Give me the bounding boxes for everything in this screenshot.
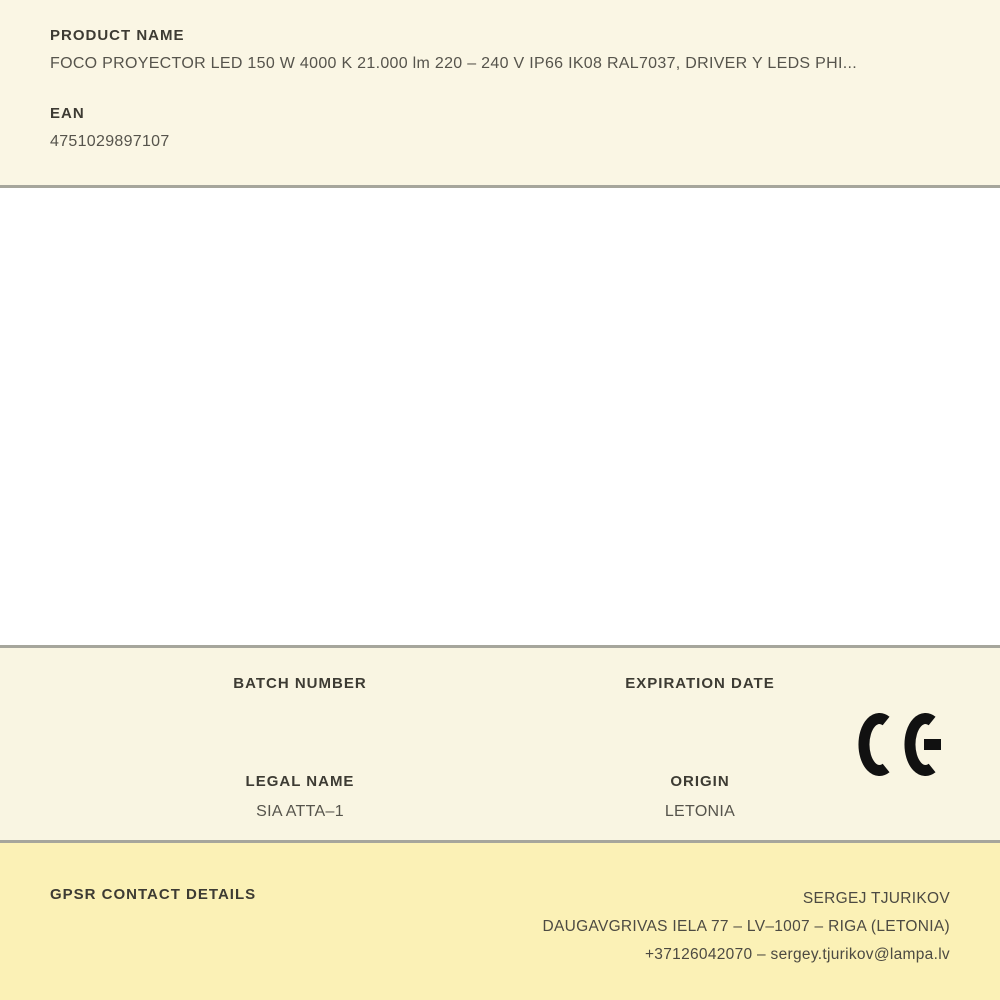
origin-field: [500, 773, 900, 823]
details-section: [0, 648, 1000, 843]
ean-field: [50, 105, 950, 152]
ce-mark-icon: [858, 713, 942, 776]
contact-details: [542, 885, 950, 969]
expiration-date-field: [500, 675, 900, 703]
header-section: [0, 0, 1000, 188]
legal-name-label: LEGAL NAME: [245, 773, 355, 790]
gpsr-contact-label: GPSR CONTACT DETAILS: [50, 886, 257, 903]
contact-address: DAUGAVGRIVAS IELA 77 – LV–1007 – RIGA (LETONIA): [542, 918, 950, 935]
details-row-2: [100, 773, 900, 823]
batch-number-label: BATCH NUMBER: [233, 675, 367, 692]
ean-label: EAN: [50, 105, 85, 122]
legal-name-value: SIA ATTA–1: [256, 803, 344, 820]
contact-section: [0, 843, 1000, 1000]
ean-value: 4751029897107: [50, 133, 170, 150]
batch-number-field: [100, 675, 500, 703]
origin-label: ORIGIN: [670, 773, 730, 790]
details-row-1: [100, 675, 900, 703]
product-name-field: [50, 27, 950, 74]
expiration-date-label: EXPIRATION DATE: [625, 675, 775, 692]
origin-value: LETONIA: [664, 803, 736, 820]
product-image-area: [0, 188, 1000, 648]
contact-phone-email: +37126042070 – sergey.tjurikov@lampa.lv: [644, 946, 950, 963]
product-name-label: PRODUCT NAME: [50, 27, 185, 44]
contact-name: SERGEJ TJURIKOV: [802, 890, 950, 907]
product-name-value: FOCO PROYECTOR LED 150 W 4000 K 21.000 lm 220 – 240 V IP66 IK08 RAL7037, DRIVER Y LEDS PHI...: [50, 55, 857, 72]
legal-name-field: [100, 773, 500, 823]
